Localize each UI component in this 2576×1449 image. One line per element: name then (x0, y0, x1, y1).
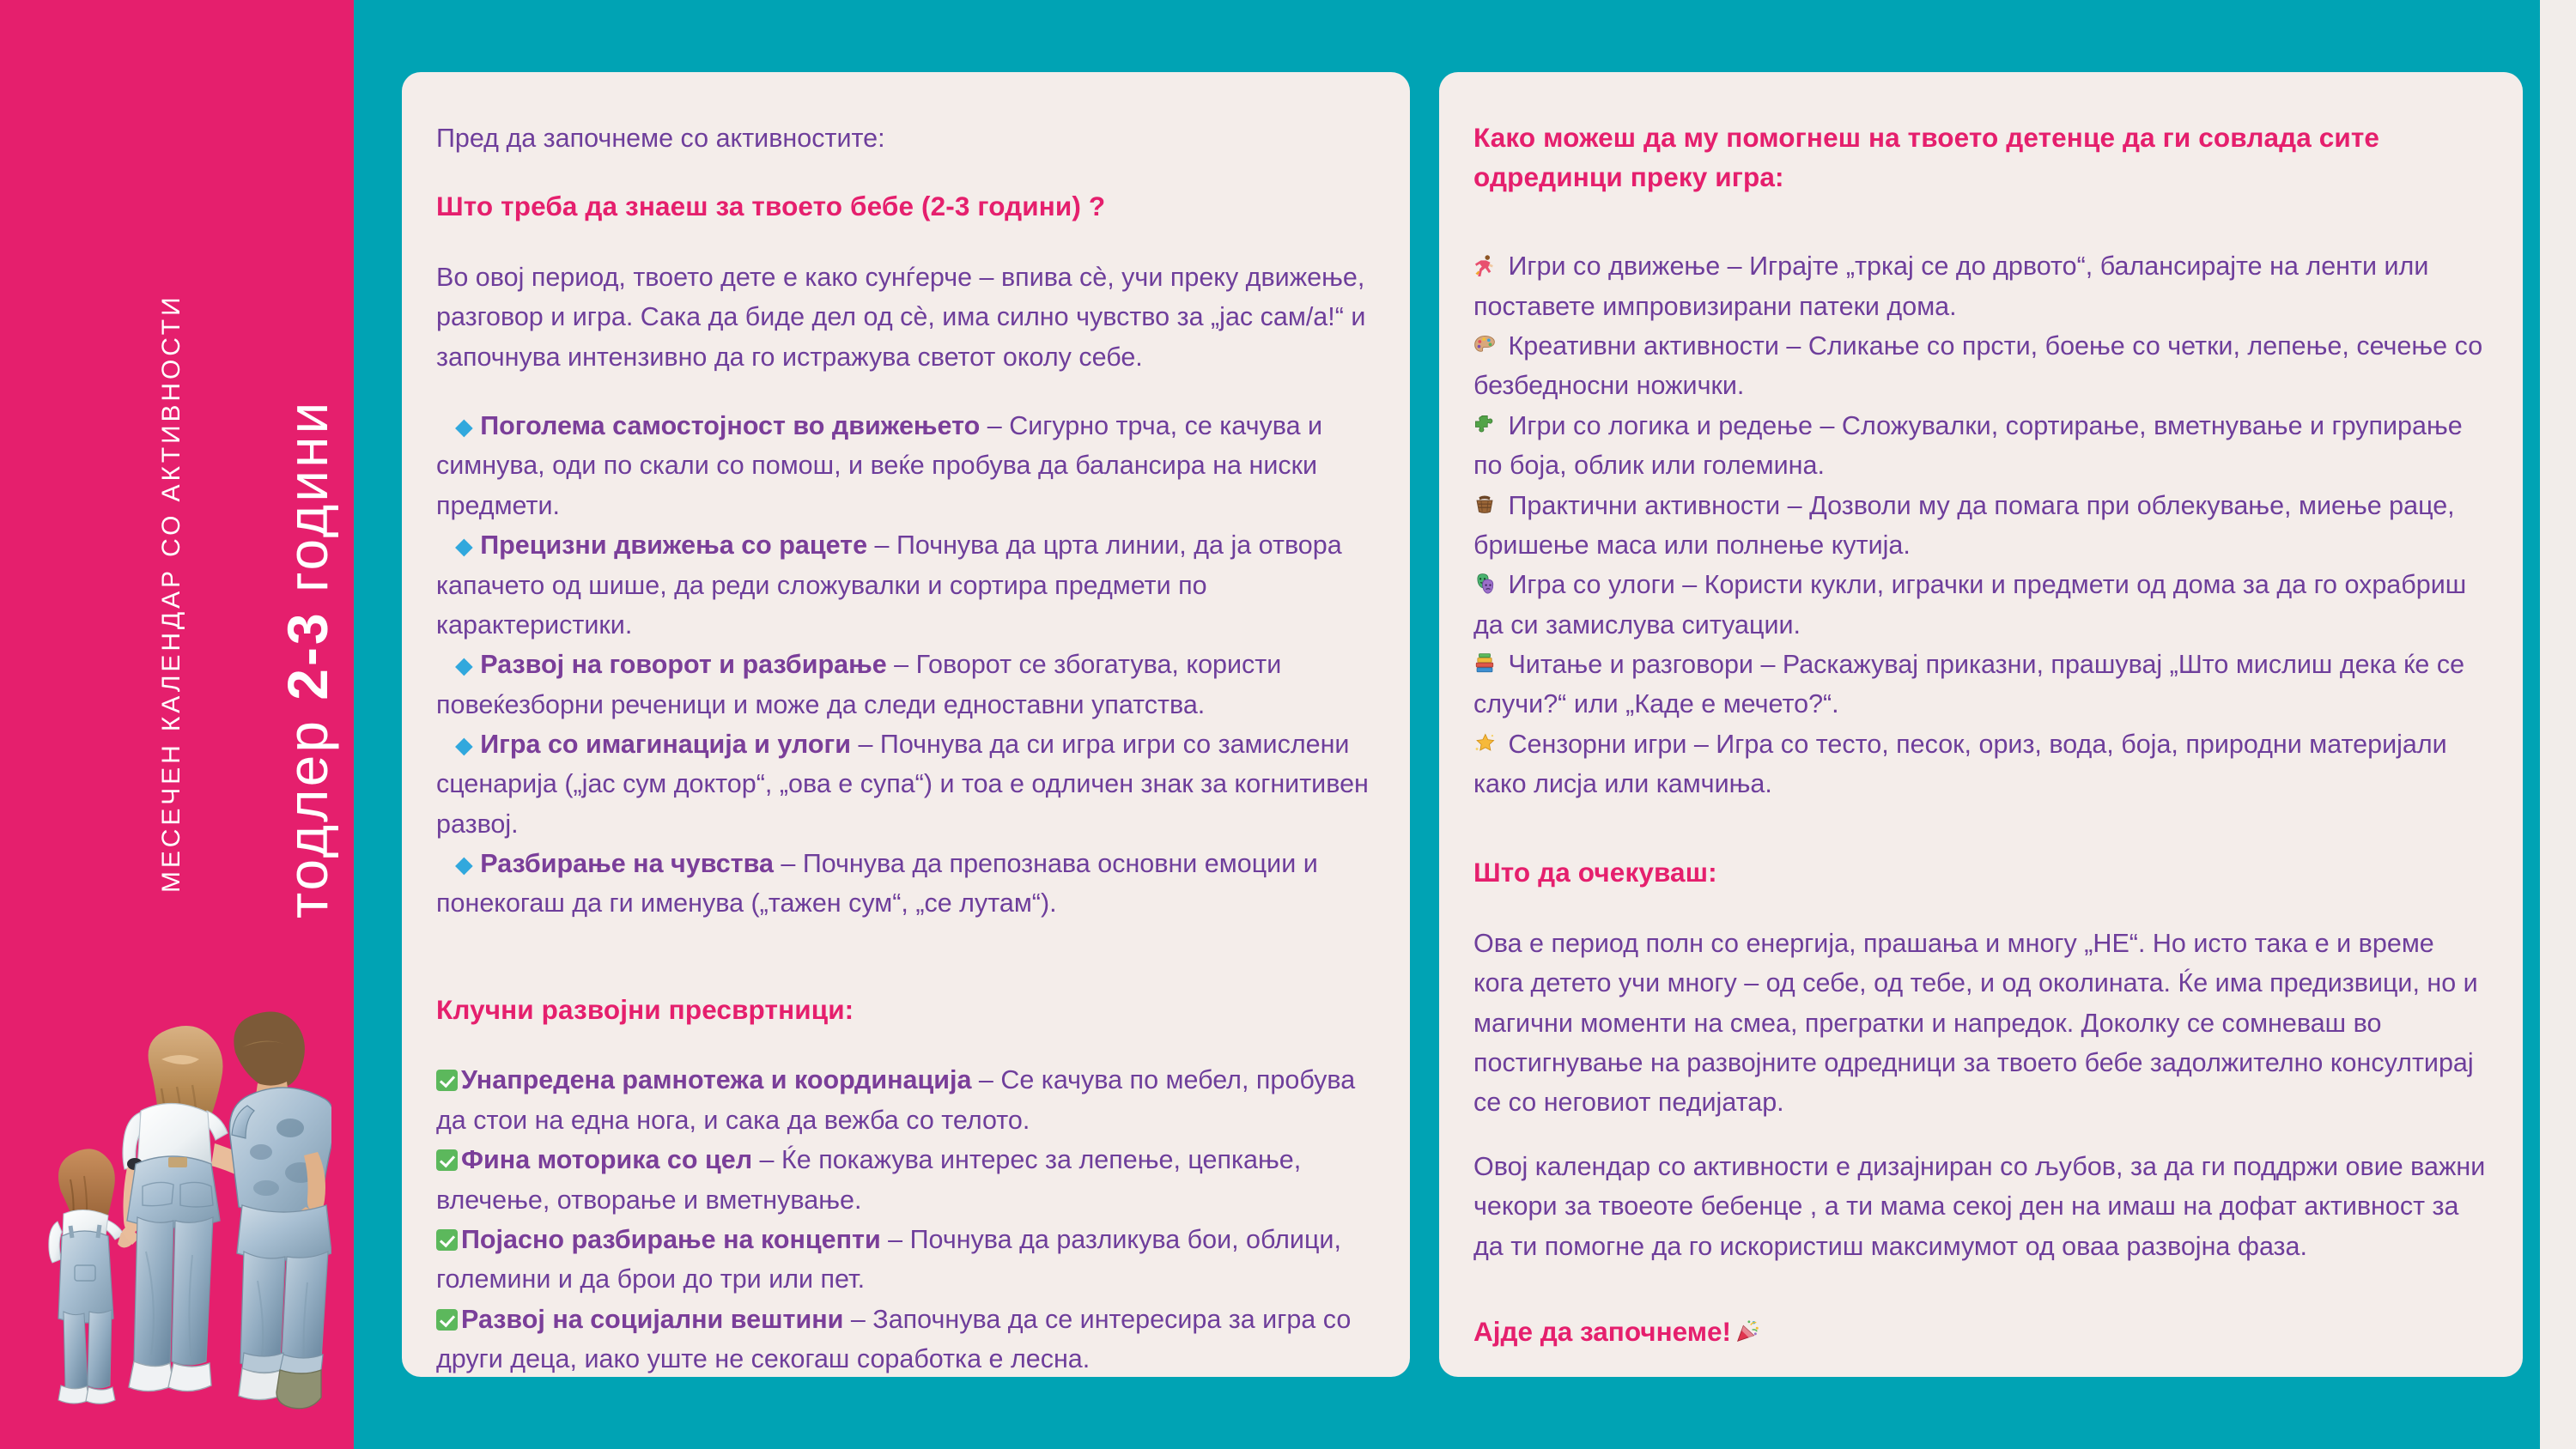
activity-text: Игри со движење – Играјте „тркај се до дрвото“, балансирајте на ленти или поставете импровизирани патеки дома. (1473, 252, 2429, 321)
spacer (436, 924, 1376, 991)
activity-text: Читање и разговори – Раскажувај приказни, прашувај „Што мислиш дека ќе се случи?“ или „Каде е мечето?“. (1473, 649, 2465, 719)
list-item (436, 844, 1376, 924)
milestone-lead: Фина моторика со цел (461, 1145, 753, 1175)
list-item (436, 645, 1376, 724)
milestones-list (436, 1060, 1376, 1377)
father-figure (229, 1011, 331, 1408)
party-popper-icon (1735, 1319, 1760, 1351)
list-item (1473, 486, 2488, 566)
activities-list (1473, 246, 2488, 803)
list-item (436, 525, 1376, 645)
puzzle-piece-icon (1473, 414, 1499, 436)
spine-subtitle: МЕСЕЧЕН КАЛЕНДАР СО АКТИВНОСТИ (157, 294, 185, 893)
list-item (1473, 326, 2488, 406)
bullet-text: – Почнува да препознава основни емоции и понекогаш да ги именува („тажен сум“, „се лутам“). (436, 849, 1318, 919)
spacer (1473, 1266, 2488, 1316)
expectations-paragraph-2: Овој календар со активности е дизајниран со љубов, за да ги поддржи овие важни чекори за твоеоте бебенце , а ти мама секој ден на имаш на дофат активност за да ти помогне да го искористиш максимумот од оваа развојна фаза. (1473, 1151, 2486, 1261)
milestone-text: – Ќе покажува интерес за лепење, цепкање, влечење, отворање и вметнување. (436, 1145, 1302, 1215)
list-item (1473, 645, 2488, 724)
list-item (1473, 406, 2488, 486)
diamond-bullet-icon: ◆ (455, 852, 473, 878)
list-item (436, 406, 1376, 525)
call-to-action (1473, 1316, 2488, 1351)
person-running-icon (1473, 254, 1499, 276)
spacer (436, 377, 1376, 403)
spine-title-suffix: години (276, 399, 339, 611)
spine-title (275, 400, 340, 919)
list-item (1473, 565, 2488, 645)
spine-title-prefix: тодлер (276, 700, 339, 919)
glowing-star-icon (1473, 732, 1499, 755)
milestone-lead: Појасно разбирање на концепти (461, 1224, 881, 1254)
diamond-bullet-icon: ◆ (455, 652, 473, 679)
activity-text: Игри со логика и редење – Сложувалки, сортирање, вметнување и групирање по боја, облик или големина. (1473, 410, 2463, 481)
intro-line: Пред да започнеме со активностите: (436, 124, 885, 153)
bullet-lead: Разбирање на чувства (480, 849, 774, 879)
diamond-bullet-icon: ◆ (455, 414, 473, 440)
list-item (1473, 246, 2488, 326)
bullet-lead: Развој на говорот и разбирање (480, 650, 887, 680)
check-mark-button-icon (436, 1309, 458, 1331)
milestones-heading: Клучни развојни пресвртници: (436, 993, 854, 1025)
bullet-lead: Поголема самостојност во движењето (480, 411, 981, 441)
performing-arts-masks-icon (1473, 573, 1499, 595)
milestone-text: – Се качува по мебел, пробува да стои на една нога, и сака да вежба со телото. (436, 1065, 1356, 1135)
check-mark-button-icon (436, 1149, 458, 1171)
basket-icon (1473, 494, 1499, 516)
diamond-bullet-icon: ◆ (455, 533, 473, 560)
spine-title-age: 2-3 (276, 610, 339, 700)
left-panel-heading: Што треба да знаеш за твоето бебе (2-3 години) ? (436, 191, 1106, 222)
check-mark-button-icon (436, 1070, 458, 1091)
list-item (1473, 724, 2488, 804)
check-mark-button-icon (436, 1229, 458, 1251)
activity-text: Игра со улоги – Користи кукли, играчки и предмети од дома за да го охрабриш да си замислува ситуации. (1473, 570, 2467, 640)
right-content-panel (1439, 72, 2523, 1377)
activity-text: Креативни активности – Сликање со прсти, боење со четки, лепење, сечење со безбедносни ножички. (1473, 331, 2483, 401)
expectations-paragraph-1: Ова е период полн со енергија, прашања и многу „НЕ“. Но исто така е и време кога детето учи многу – од себе, од тебе, и од околината. Ќе има предизвици, но и магични моменти на смеа, прегратки и напредок. Доколку се сомневаш во постигнување на развојните одредници за твоето бебе задолжително консултирај се со неговиот педијатар. (1473, 929, 2478, 1118)
left-panel-paragraph: Во овој период, твоето дете е како сунѓерче – впива сѐ, учи преку движење, разговор и игра. Сака да биде дел од сѐ, има силно чувство за „јас сам/а!“ и започнува интензивно да го истражува светот околу себе. (436, 263, 1366, 372)
list-item (436, 1060, 1376, 1140)
spacer (1473, 803, 2488, 853)
bullet-text: – Сигурно трча, се качува и симнува, оди по скали со помош, и веќе пробува да балансира на ниски предмети. (436, 411, 1323, 520)
bullet-text: – Говорот се збогатува, користи повеќезборни реченици и може да следи едноставни упатства. (436, 650, 1282, 719)
bullet-lead: Игра со имагинација и улоги (480, 729, 851, 759)
artist-palette-icon (1473, 334, 1499, 356)
milestone-lead: Унапредена рамнотежа и координација (461, 1065, 972, 1095)
activity-text: Практични активности – Дозволи му да помага при облекување, миење раце, бришење маса или полнење кутија. (1473, 490, 2455, 560)
cta-text: Ајде да започнеме! (1473, 1315, 1732, 1347)
development-bullet-list (436, 406, 1376, 924)
books-icon (1473, 652, 1499, 675)
diamond-bullet-icon: ◆ (455, 731, 473, 758)
milestone-text: – Започнува да се интересира за игра со други деца, иако уште не секогаш соработка е лесна. (436, 1304, 1352, 1373)
bullet-lead: Прецизни движења со рацете (480, 530, 868, 561)
spacer (1473, 197, 2488, 246)
milestone-text: – Почнува да разликува бои, облици, големини и да брои до три или пет. (436, 1224, 1341, 1294)
list-item (436, 1220, 1376, 1300)
activity-text: Сензорни игри – Игра со тесто, песок, ориз, вода, боја, природни материјали како лисја или камчиња. (1473, 729, 2447, 799)
family-illustration (33, 968, 331, 1449)
child-figure (49, 1149, 133, 1404)
left-content-panel (402, 72, 1410, 1377)
right-panel-heading: Како можеш да му помогнеш на твоето детенце да ги совлада сите одрединци преку игра: (1473, 122, 2380, 192)
list-item (436, 724, 1376, 844)
bullet-text: – Почнува да си игра игри со замислени сценарија („јас сум доктор“, „ова е супа“) и тоа е одличен знак за когнитивен развој. (436, 729, 1369, 839)
list-item (436, 1140, 1376, 1220)
expectations-heading: Што да очекуваш: (1473, 857, 1717, 888)
milestone-lead: Развој на социјални вештини (461, 1304, 844, 1334)
list-item (436, 1300, 1376, 1377)
bullet-text: – Почнува да црта линии, да ја отвора капачето од шише, да реди сложувалки и сортира предмети по карактеристики. (436, 530, 1342, 640)
